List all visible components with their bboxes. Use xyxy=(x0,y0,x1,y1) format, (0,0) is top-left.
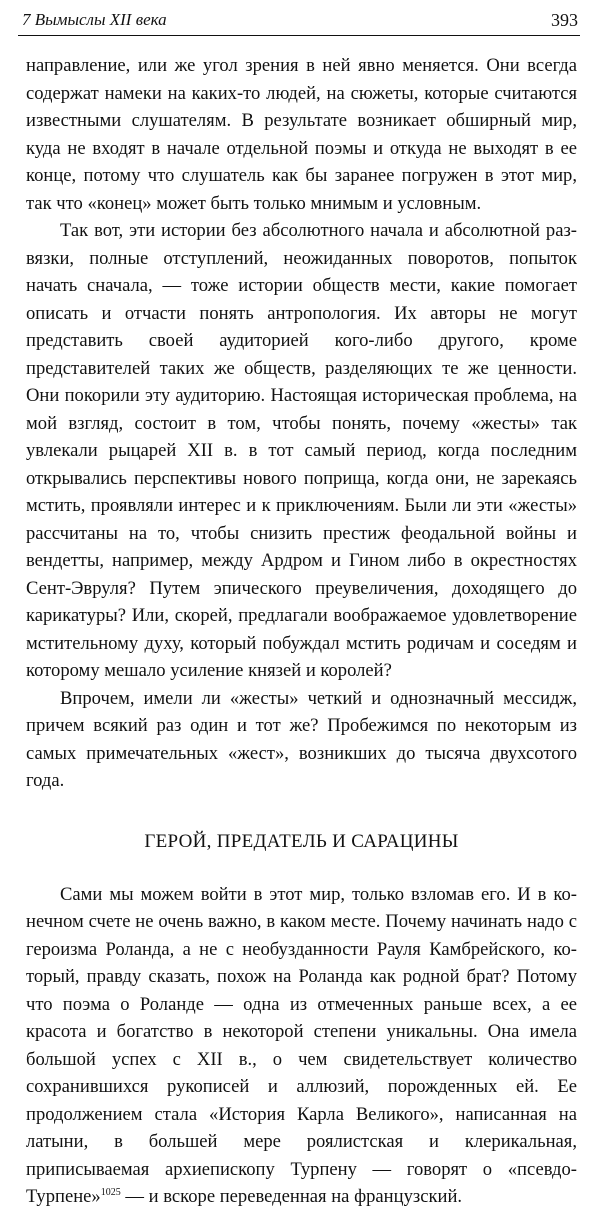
paragraph-4 xyxy=(26,881,577,1211)
paragraph-1: направление, или же угол зрения в ней явно меняется. Они всегда содержат намеки на каких-то людей, на сюжеты, которые считаются известными слушателям. В результате возникает обширный мир, куда не входят в начале отдельной поэмы и откуда не выходят в ее конце, потому что слушатель как бы заранее погружен в этот мир, так что «конец» может быть только мнимым и условным. xyxy=(26,55,577,214)
chapter-title: 7 Вымыслы XII века xyxy=(22,10,167,29)
section-heading: ГЕРОЙ, ПРЕДАТЕЛЬ И САРАЦИНЫ xyxy=(144,830,459,852)
paragraph-4-end: — и вскоре переведенная на французский. xyxy=(120,1186,463,1207)
footnote-marker: 1025 xyxy=(100,1187,121,1198)
paragraph-3: Впрочем, имели ли «жесты» четкий и однозначный мессидж, причем всякий раз один и тот же? Пробежимся по некоторым из самых примечательных «жест», возникших до тысяча двухсотого года. xyxy=(26,687,577,791)
header-rule xyxy=(18,35,580,36)
body-text xyxy=(26,52,577,1211)
page-number: 393 xyxy=(551,10,578,30)
paragraph-2: Так вот, эти истории без абсолютного начала и абсолютной развязки, полные отступлений, неожиданных поворотов, попыток начать сначала, — тоже истории обществ мести, какие помогает описать и отчасти понять антропология. Их авторы не могут представить своей аудиторией кого-либо другого, кроме представителей таких же обществ, разделяющих те же ценности. Они покорили эту аудиторию. Настоящая историческая проблема, на мой взгляд, состоит в том, чтобы понять, почему «жесты» так увлекали рыцарей XII в. в тот самый период, когда последним открывались перспективы нового поприща, когда они, не зарекаясь мстить, проявляли интерес и к приключениям. Были ли эти «жесты» рассчитаны на то, чтобы снизить престиж феодальной войны и вендетты, например, между Ардром и Гином либо в окрестностях Сент-Эвруля? Путем эпического преувеличения, доходящего до карикатуры? Или, скорей, предлагали воображаемое удовлетворение мстительному духу, который побуждал мстить родичам и соседям и которому мешало усиление князей и королей? xyxy=(26,220,577,681)
running-head xyxy=(22,7,578,33)
paragraph-4-text: Сами мы можем войти в этот мир, только взломав его. И в конечном счете не очень важно, в каком месте. Почему начинать надо с героизма Роланда, а не с необузданности Рауля Камбрейского, который, правду сказать, похож на Роланда как родной брат? Потому что поэма о Роланде — одна из отмеченных раньше всех, а ее красота и богатство в некоторой степени уникальны. Она имела большой успех с XII в., о чем свидетельствует количество сохранившихся рукописей и аллюзий, порожденных ей. Ее продолжением стала «История Карла Великого», написанная на латыни, в большей мере роялистская и клерикальная, приписываемая архиепископу Турпену — говорят о «псевдо-Турпене» xyxy=(26,883,577,1207)
